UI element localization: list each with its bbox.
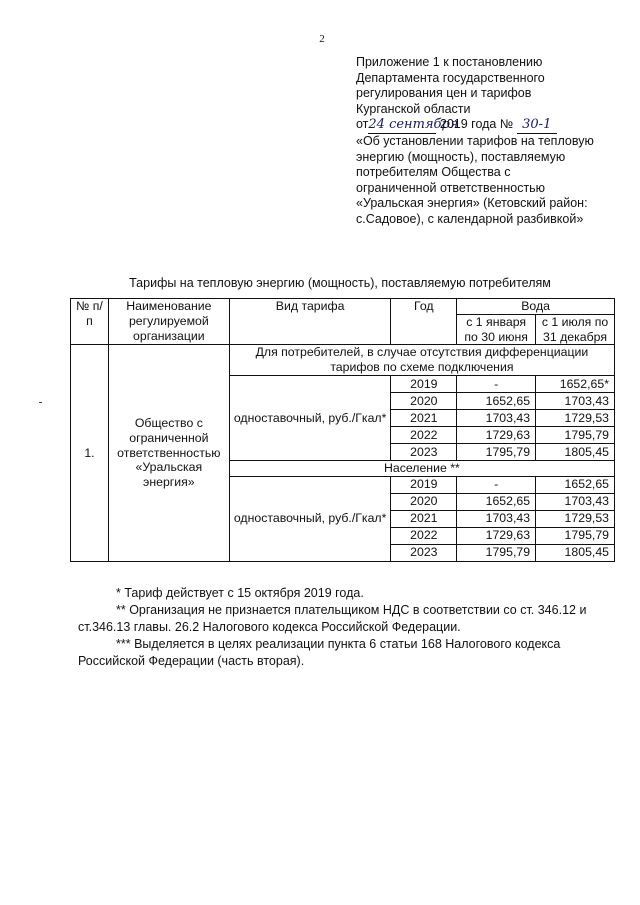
header-group-water: Вода xyxy=(457,299,615,315)
header-org: Наименование регулируемой организации xyxy=(108,299,229,345)
year-cell: 2022 xyxy=(391,426,457,443)
year-cell: 2023 xyxy=(391,443,457,460)
value-cell: 1729,53 xyxy=(536,409,615,426)
appendix-line: Департамента государственного xyxy=(356,70,545,85)
value-cell: - xyxy=(457,476,536,493)
value-cell: 1652,65 xyxy=(536,476,615,493)
date-prefix: от xyxy=(356,117,369,132)
value-cell: 1652,65 xyxy=(457,392,536,409)
appendix-line: Приложение 1 к постановлению xyxy=(356,55,543,69)
appendix-subject-line: «Об установлении тарифов на тепловую xyxy=(356,133,594,148)
value-cell: 1795,79 xyxy=(536,527,615,544)
year-cell: 2020 xyxy=(391,392,457,409)
value-cell: 1795,79 xyxy=(457,443,536,460)
year-text: 2019 года № xyxy=(439,117,514,132)
handwritten-date: 24 сентября xyxy=(368,117,459,133)
tariff-type: одноставочный, руб./Гкал* xyxy=(229,375,391,460)
year-cell: 2021 xyxy=(391,510,457,527)
value-cell: 1805,45 xyxy=(536,443,615,460)
year-cell: 2020 xyxy=(391,493,457,510)
year-cell: 2023 xyxy=(391,544,457,561)
tariff-table xyxy=(70,298,615,562)
appendix-subject-line: ограниченной ответственностью xyxy=(356,180,546,195)
appendix-subject-line: энергию (мощность), поставляемую xyxy=(356,149,566,164)
value-cell: 1703,43 xyxy=(536,392,615,409)
value-cell: 1652,65* xyxy=(536,375,615,392)
page-number: 2 xyxy=(319,33,325,45)
value-cell: 1729,63 xyxy=(457,426,536,443)
header-num: № п/п xyxy=(71,299,109,345)
section-title: Для потребителей, в случае отсутствия дифференциации тарифов по схеме подключения xyxy=(229,345,614,376)
value-cell: 1795,79 xyxy=(536,426,615,443)
appendix-date-line xyxy=(356,117,618,134)
value-cell: - xyxy=(457,375,536,392)
appendix-subject-line: с.Садовое), с календарной разбивкой» xyxy=(356,211,584,226)
header-row xyxy=(71,299,615,315)
value-cell: 1805,45 xyxy=(536,544,615,561)
value-cell: 1729,63 xyxy=(457,527,536,544)
year-cell: 2019 xyxy=(391,476,457,493)
year-cell: 2021 xyxy=(391,409,457,426)
section-title: Население ** xyxy=(229,460,614,476)
year-cell: 2019 xyxy=(391,375,457,392)
appendix-line: Курганской области xyxy=(356,101,471,116)
organization-name: Общество с ограниченной ответственностью «Уральская энергия» xyxy=(108,345,229,561)
header-period-2: с 1 июля по 31 декабря xyxy=(536,314,615,345)
footnote: ** Организация не признается плательщиком НДС в соответствии со ст. 346.12 и ст.346.13 главы. 26.2 Налогового кодекса Российской Федерации. xyxy=(78,603,587,634)
value-cell: 1795,79 xyxy=(457,544,536,561)
handwritten-number: 30-1 xyxy=(522,117,552,133)
section-title-row xyxy=(71,345,615,376)
tariff-type: одноставочный, руб./Гкал* xyxy=(229,476,391,561)
appendix-block xyxy=(356,55,618,228)
footnotes xyxy=(78,585,618,670)
row-number: 1. xyxy=(71,345,109,561)
header-period-1: с 1 января по 30 июня xyxy=(457,314,536,345)
appendix-subject-line: «Уральская энергия» (Кетовский район: xyxy=(356,196,588,211)
appendix-line: регулирования цен и тарифов xyxy=(356,86,532,101)
header-tariff-type: Вид тарифа xyxy=(229,299,391,345)
footnote: * Тариф действует с 15 октября 2019 года. xyxy=(116,586,364,600)
appendix-subject-line: потребителям Общества с xyxy=(356,165,511,180)
year-cell: 2022 xyxy=(391,527,457,544)
header-year: Год xyxy=(391,299,457,345)
value-cell: 1703,43 xyxy=(457,510,536,527)
value-cell: 1652,65 xyxy=(457,493,536,510)
value-cell: 1703,43 xyxy=(536,493,615,510)
value-cell: 1729,53 xyxy=(536,510,615,527)
footnote: *** Выделяется в целях реализации пункта 6 статьи 168 Налогового кодекса Российской Федерации (часть вторая). xyxy=(78,637,561,668)
scan-artifact xyxy=(39,402,42,403)
table-title: Тарифы на тепловую энергию (мощность), поставляемую потребителям xyxy=(129,276,551,290)
value-cell: 1703,43 xyxy=(457,409,536,426)
